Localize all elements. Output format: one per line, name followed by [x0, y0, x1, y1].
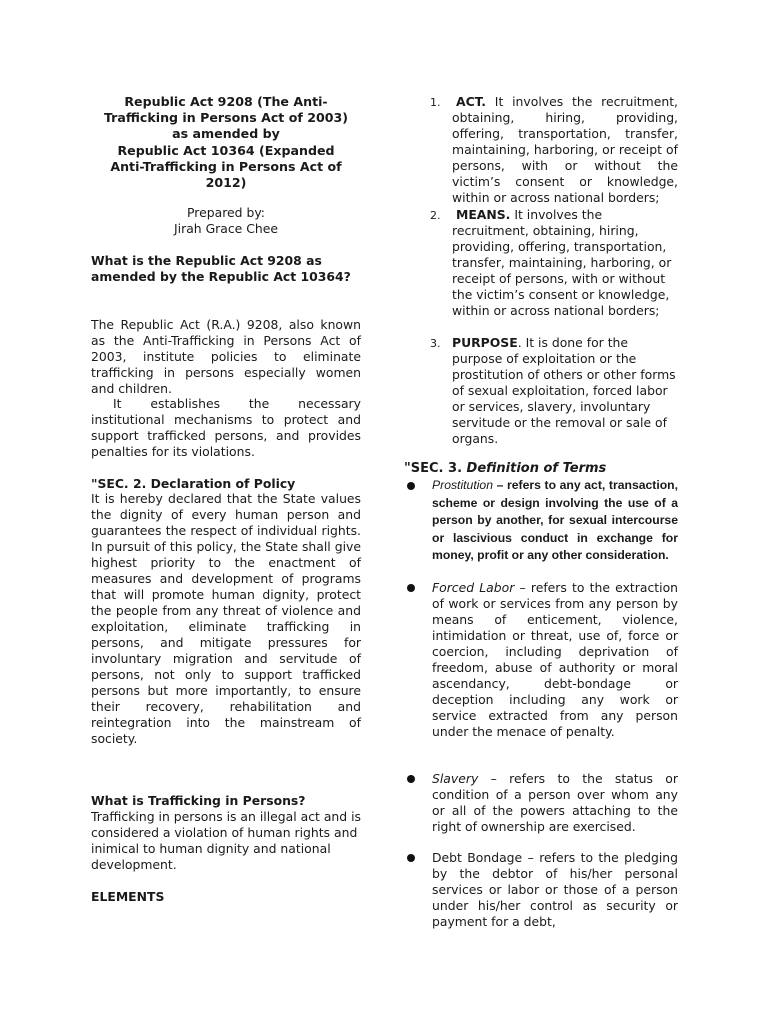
- term-text: – refers to the pledging by the debtor of his/her personal services or labor or those of a person under his/her control as security or payment for a debt,: [432, 850, 678, 929]
- title-line: 2012): [205, 175, 247, 191]
- list-number: 2.: [430, 209, 441, 222]
- list-number: 1.: [430, 96, 441, 109]
- term-text: – refers to any act, transaction, scheme or design involving the use of a person by another, for sexual intercourse or lascivious conduct in exchange for money, profit or any other consideration.: [432, 478, 678, 562]
- bullet-icon: [407, 775, 415, 783]
- definition-item: [432, 580, 678, 740]
- prepared-by: [91, 205, 361, 237]
- document-title: [91, 94, 361, 191]
- term: Debt Bondage: [432, 850, 523, 865]
- title-line: as amended by: [172, 126, 280, 142]
- list-item: [452, 335, 678, 447]
- sec3-title: Definition of Terms: [466, 461, 607, 476]
- item-text: It involves the recruitment, obtaining, hiring, providing, offering, transportation, transfer, maintaining, harboring, or receipt of persons, with or without the victim’s consent or knowledge, within or across national borders;: [452, 94, 678, 205]
- elements-heading: ELEMENTS: [91, 889, 165, 904]
- definition-paragraph: Trafficking in persons is an illegal act and is considered a violation of human rights and inimical to human dignity and national development.: [91, 809, 361, 872]
- list-item: [452, 207, 678, 319]
- intro-paragraph: The Republic Act (R.A.) 9208, also known as the Anti-Trafficking in Persons Act of 2003, institute policies to eliminate trafficking in persons especially women and children.: [91, 317, 361, 396]
- intro-paragraph-2: It establishes the necessary institutional mechanisms to protect and support trafficked persons, and provides penalties for its violations.: [91, 396, 361, 459]
- item-label: MEANS.: [456, 207, 511, 222]
- list-number: 3.: [430, 337, 441, 350]
- item-text: . It is done for the purpose of exploitation or the prostitution of others or other forms of sexual exploitation, forced labor or services, slavery, involuntary servitude or the removal or sale of organs.: [452, 335, 676, 446]
- title-line: Anti-Trafficking in Persons Act of: [110, 158, 342, 174]
- item-label: ACT.: [456, 94, 486, 109]
- item-text: It involves the recruitment, obtaining, hiring, providing, offering, transportation, transfer, maintaining, harboring, or receipt of persons, with or without the victim’s consent or knowledge, within or across national borders;: [452, 207, 672, 318]
- bullet-icon: [407, 482, 415, 490]
- term: Forced Labor: [432, 580, 515, 595]
- definition-item: [432, 477, 678, 565]
- question-heading-2: What is Trafficking in Persons?: [91, 793, 306, 808]
- question-heading: What is the Republic Act 9208 as amended by the Republic Act 10364?: [91, 253, 351, 284]
- term-text: – refers to the status or condition of a person over whom any or all of the powers attaching to the right of ownership are exercised.: [432, 771, 678, 834]
- bullet-icon: [407, 854, 415, 862]
- list-item: [452, 94, 678, 206]
- title-line: Republic Act 10364 (Expanded: [117, 142, 335, 158]
- definition-item: [432, 771, 678, 835]
- title-line: Republic Act 9208 (The Anti-: [124, 94, 328, 109]
- section-heading: "SEC. 2. Declaration of Policy: [91, 476, 296, 491]
- definition-item: [432, 850, 678, 930]
- term-text: – refers to the extraction of work or services from any person by means of enticement, violence, intimidation or threat, use of, force or coercion, including deprivation of freedom, abuse of authority or moral ascendancy, debt-bondage or deception including any work or service extracted from any person under the menace of penalty.: [432, 580, 678, 739]
- term: Prostitution: [432, 478, 493, 492]
- title-line: Trafficking in Persons Act of 2003): [103, 110, 349, 126]
- author-name: Jirah Grace Chee: [174, 221, 278, 236]
- item-label: PURPOSE: [452, 335, 518, 350]
- term: Slavery: [432, 771, 479, 786]
- bullet-icon: [407, 584, 415, 592]
- section-text: It is hereby declared that the State values the dignity of every human person and guarantees the respect of individual rights. In pursuit of this policy, the State shall give highest priority to the enactment of measures and development of programs that will promote human dignity, protect the people from any threat of violence and exploitation, eliminate trafficking in persons, and mitigate pressures for involuntary migration and servitude of persons, not only to support trafficked persons but more importantly, to ensure their recovery, rehabilitation and reintegration into the mainstream of society.: [91, 491, 361, 746]
- prepared-label: Prepared by:: [187, 205, 265, 220]
- section-heading-3: [404, 461, 606, 477]
- sec3-prefix: "SEC. 3.: [404, 461, 463, 476]
